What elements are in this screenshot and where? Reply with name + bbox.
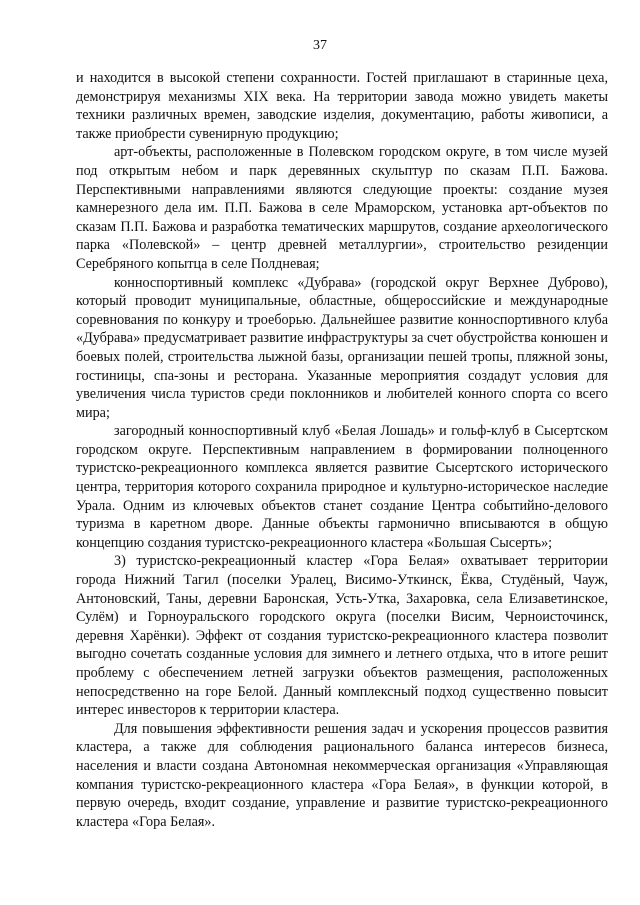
paragraph-art-objects-polevskoy: арт-объекты, расположенные в Полевском городском округе, в том числе музей под открытым небом и парк деревянных скульптур по сказам П.П. Бажова. Перспективными направлениями являются следующие проекты: создание музея камнерезного дела им. П.П. Бажова в селе Мраморском, установка арт-объектов по сказам П.П. Бажова и разработка тематических маршрутов, создание археологического парка «Полевской» – центр древней металлургии», строительство резиденции Серебряного копытца в селе Полдневая; <box>76 144 608 272</box>
paragraph-dubrava-equestrian: конноспортивный комплекс «Дубрава» (городской округ Верхнее Дуброво), который проводит муниципальные, областные, общероссийские и международные соревнования по конкуру и троеборью. Дальнейшее развитие конноспортивного клуба «Дубрава» предусматривает развитие инфраструктуры за счет обустройства конюшен и боевых полей, строительства лыжной базы, организации пешей тропы, пляжной зоны, гостиницы, спа-зоны и ресторана. Указанные мероприятия создадут условия для увеличения числа туристов среди поклонников и любителей конного спорта со всего мира; <box>76 274 608 421</box>
paragraph-factory-museum: и находится в высокой степени сохранности. Гостей приглашают в старинные цеха, демонстрируя механизмы XIX века. На территории завода можно увидеть макеты техники различных времен, заводские изделия, документацию, работы живописи, а также приобрести сувенирную продукцию; <box>76 70 608 142</box>
paragraph-belaya-loshad-golf: загородный конноспортивный клуб «Белая Лошадь» и гольф-клуб в Сысертском городском округе. Перспективным направлением в формировании полноценного туристско-рекреационного комплекса является развитие Сысертского исторического центра, территория которого сохранила природное и культурно-историческое наследие Урала. Одним из ключевых объектов станет создание Центра событийно-делового туризма в каретном дворе. Данные объекты гармонично вписываются в общую концепцию создания туристско-рекреационного кластера «Большая Сысерть»; <box>76 423 608 551</box>
paragraph-gora-belaya-cluster: 3) туристско-рекреационный кластер «Гора Белая» охватывает территории города Нижний Тагил (поселки Уралец, Висимо-Уткинск, Ёква, Студёный, Чауж, Антоновский, Таны, деревни Баронская, Усть-Утка, Захаровка, села Елизаветинское, Сулём) и Горноуральского городского округа (поселки Висим, Черноисточинск, деревня Харёнки). Эффект от создания туристско-рекреационного кластера позволит выгодно сочетать созданные условия для зимнего и летнего отдыха, что в итоге решит проблему с обеспечением летней загрузки объектов размещения, расположенных непосредственно на горе Белой. Данный комплексный подход существенно повысит интерес инвесторов к территории кластера. <box>76 553 608 719</box>
page-number: 37 <box>313 38 327 53</box>
paragraph-management-company: Для повышения эффективности решения задач и ускорения процессов развития кластера, а также для соблюдения рационального баланса интересов бизнеса, населения и власти создана Автономная некоммерческая организация «Управляющая компания туристско-рекреационного кластера «Гора Белая», в функции которой, в первую очередь, входит создание, управление и развитие туристско-рекреационного кластера «Гора Белая». <box>76 720 608 830</box>
document-body <box>76 69 608 831</box>
